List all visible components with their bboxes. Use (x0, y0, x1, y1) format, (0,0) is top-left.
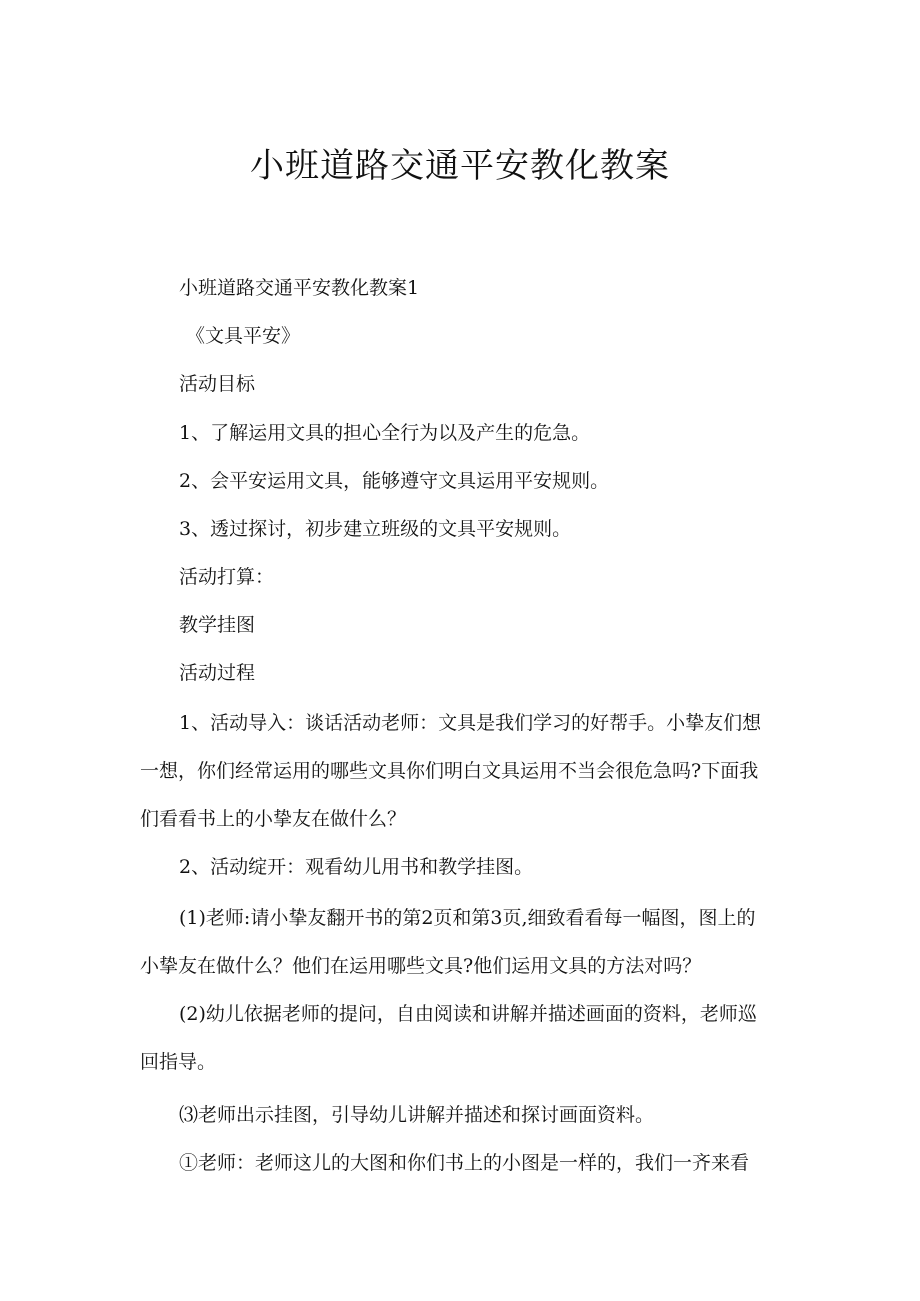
paragraph: 们看看书上的小挚友在做什么？ (140, 808, 407, 830)
paragraph: 2、会平安运用文具，能够遵守文具运用平安规则。 (179, 470, 610, 492)
paragraph: 3、透过探讨，初步建立班级的文具平安规则。 (179, 518, 572, 540)
paragraph: ⑶老师出示挂图，引导幼儿讲解并描述和探讨画面资料。 (179, 1104, 655, 1126)
paragraph: 1、了解运用文具的担心全行为以及产生的危急。 (179, 422, 591, 444)
paragraph: 一想，你们经常运用的哪些文具你们明白文具运用不当会很危急吗?下面我 (140, 760, 759, 782)
lesson-title: 《文具平安》 (186, 325, 301, 347)
paragraph: 小挚友在做什么？他们在运用哪些文具?他们运用文具的方法对吗？ (140, 955, 702, 977)
paragraph: 教学挂图 (179, 614, 256, 636)
paragraph: (1)老师:请小挚友翻开书的第2页和第3页,细致看看每一幅图，图上的 (179, 907, 756, 929)
paragraph: (2)幼儿依据老师的提问，自由阅读和讲解并描述画面的资料，老师巡 (179, 1003, 757, 1025)
section-heading: 小班道路交通平安教化教案1 (179, 277, 420, 299)
paragraph: 1、活动导入：谈话活动老师：文具是我们学习的好帮手。小挚友们想 (179, 712, 762, 734)
page-title: 小班道路交通平安教化教案 (250, 146, 670, 186)
paragraph: 2、活动绽开：观看幼儿用书和教学挂图。 (179, 856, 534, 878)
paragraph: 回指导。 (140, 1051, 217, 1073)
paragraph: 活动打算： (179, 566, 275, 588)
paragraph: 活动过程 (179, 662, 256, 684)
paragraph: ①老师：老师这儿的大图和你们书上的小图是一样的，我们一齐来看 (179, 1152, 750, 1174)
paragraph: 活动目标 (179, 373, 256, 395)
